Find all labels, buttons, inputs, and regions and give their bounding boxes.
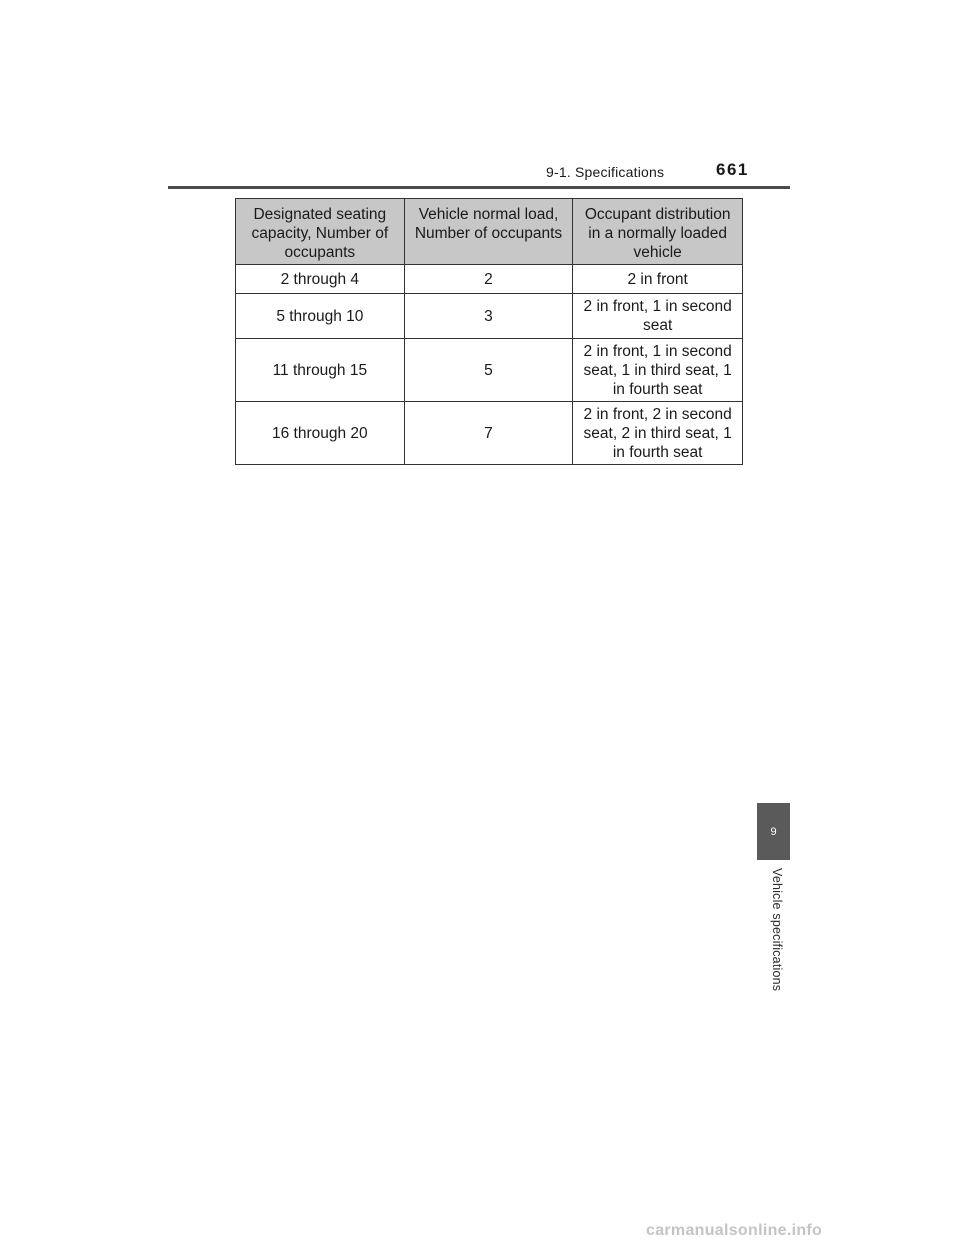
table-row — [236, 402, 743, 465]
table-header-row — [236, 199, 743, 265]
cell-distribution: 2 in front, 1 in second seat — [573, 294, 743, 339]
cell-capacity: 11 through 15 — [236, 339, 405, 402]
header-divider — [168, 186, 790, 189]
cell-normal-load: 3 — [404, 294, 573, 339]
table-row — [236, 265, 743, 294]
cell-normal-load: 2 — [404, 265, 573, 294]
watermark: carmanualsonline.info — [646, 1222, 823, 1239]
cell-capacity: 5 through 10 — [236, 294, 405, 339]
chapter-number: 9 — [770, 825, 777, 838]
table-row — [236, 339, 743, 402]
cell-distribution: 2 in front — [573, 265, 743, 294]
section-title: 9-1. Specifications — [546, 164, 665, 180]
chapter-tab — [757, 803, 790, 860]
cell-normal-load: 7 — [404, 402, 573, 465]
seating-capacity-table — [235, 198, 743, 465]
header-normal-load: Vehicle normal load, Number of occupants — [404, 199, 573, 265]
cell-capacity: 2 through 4 — [236, 265, 405, 294]
table-row — [236, 294, 743, 339]
page-number: 661 — [716, 160, 749, 179]
chapter-label: Vehicle specifications — [770, 868, 784, 992]
cell-normal-load: 5 — [404, 339, 573, 402]
cell-capacity: 16 through 20 — [236, 402, 405, 465]
cell-distribution: 2 in front, 2 in second seat, 2 in third seat, 1 in fourth seat — [573, 402, 743, 465]
cell-distribution: 2 in front, 1 in second seat, 1 in third seat, 1 in fourth seat — [573, 339, 743, 402]
header-occupant-distribution: Occupant distribution in a normally loaded vehicle — [573, 199, 743, 265]
header-seating-capacity: Designated seating capacity, Number of occupants — [236, 199, 405, 265]
